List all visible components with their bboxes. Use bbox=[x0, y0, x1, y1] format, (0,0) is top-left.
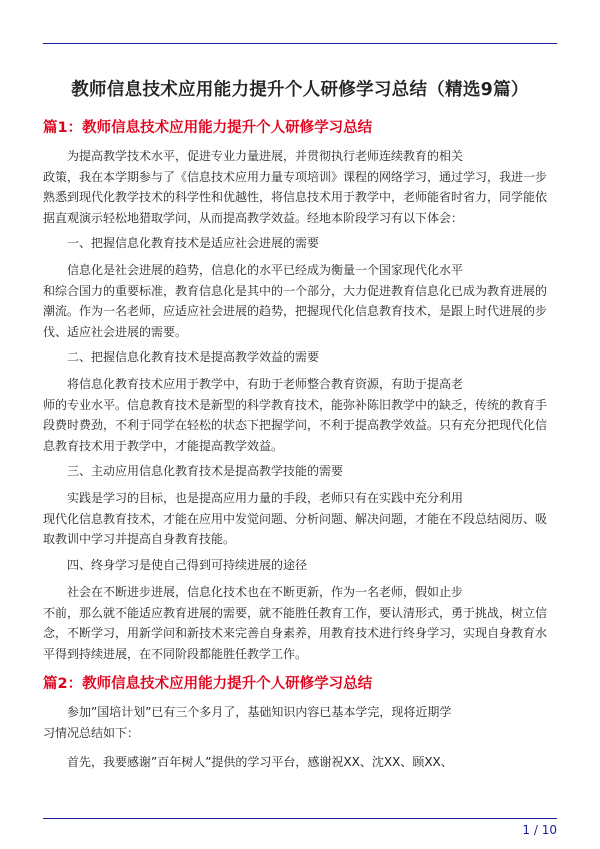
section-2-heading: 篇2：教师信息技术应用能力提升个人研修学习总结 bbox=[43, 676, 373, 692]
paragraph-line: 取教训中学习并提高自身教育技能。 bbox=[43, 532, 236, 546]
paragraph-line: 现代化信息教育技术，才能在应用中发觉问题、分析问题、解决问题，才能在不段总结阅历、吸 bbox=[43, 511, 548, 526]
section-1-intro bbox=[43, 146, 557, 228]
point-2-heading: 二、把握信息化教育技术是提高教学效益的需要 bbox=[67, 350, 320, 364]
paragraph-line: 社会在不断进步进展，信息化技术也在不断更新，作为一名老师，假如止步 bbox=[67, 585, 464, 599]
paragraph-line: 政策，我在本学期参与了《信息技术应用力量专项培训》课程的网络学习，通过学习，我进一步 bbox=[43, 169, 548, 184]
paragraph-line: 和综合国力的重要标准，教育信息化是其中的一个部分，大力促进教育信息化已成为教育进展的 bbox=[43, 283, 548, 298]
paragraph-line: 段费时费劲，不利于同学在轻松的状态下把握学问，不利于提高教学效益。只有充分把现代化信 bbox=[43, 418, 548, 432]
section-2-paragraph-2 bbox=[43, 752, 557, 773]
page-indicator: 1 / 10 bbox=[522, 823, 557, 837]
paragraph-line: 息教育技术用于教学中，才能提高教学效益。 bbox=[43, 438, 284, 453]
paragraph-line: 信息化是社会进展的趋势，信息化的水平已经成为衡量一个国家现代化水平 bbox=[67, 263, 464, 277]
paragraph-line: 首先，我要感谢”百年树人”提供的学习平台，感谢祝XX、沈XX、顾XX、 bbox=[67, 755, 453, 769]
paragraph-line: 参加”国培计划”已有三个多月了，基础知识内容已基本学完，现将近期学 bbox=[67, 705, 452, 719]
point-4-heading: 四、终身学习是使自己得到可持续进展的途径 bbox=[67, 558, 308, 572]
paragraph-line: 平得到持续进展，在不同阶段都能胜任教学工作。 bbox=[43, 646, 308, 661]
point-3-body bbox=[43, 488, 557, 550]
paragraph-line: 为提高教学技术水平，促进专业力量进展，并贯彻执行老师连续教育的相关 bbox=[67, 149, 464, 163]
footer-rule bbox=[43, 818, 557, 819]
paragraph-line: 熟悉到现代化教学技术的科学性和优越性，将信息技术用于教学中，老师能省时省力，同学能依 bbox=[43, 190, 548, 204]
paragraph-line: 据直观演示轻松地猎取学问，从而提高教学效益。经地本阶段学习有以下体会： bbox=[43, 210, 464, 225]
paragraph-line: 将信息化教育技术应用于教学中，有助于老师整合教育资源，有助于提高老 bbox=[67, 377, 464, 391]
document-title: 教师信息技术应用能力提升个人研修学习总结（精选9篇） bbox=[71, 80, 529, 100]
point-4-body bbox=[43, 582, 557, 664]
paragraph-line: 习情况总结如下： bbox=[43, 725, 140, 740]
point-1-body bbox=[43, 260, 557, 342]
section-2-paragraph-1 bbox=[43, 702, 557, 743]
paragraph-line: 师的专业水平。信息教育技术是新型的科学教育技术，能弥补陈旧教学中的缺乏，传统的教育手 bbox=[43, 397, 548, 412]
paragraph-line: 伐、适应社会进展的需要。 bbox=[43, 324, 188, 339]
paragraph-line: 不前，那么就不能适应教育进展的需要，就不能胜任教育工作，要认清形式，勇于挑战，树立信 bbox=[43, 605, 548, 620]
point-1-heading: 一、把握信息化教育技术是适应社会进展的需要 bbox=[67, 236, 320, 250]
paragraph-line: 潮流。作为一名老师，应适应社会进展的趋势，把握现代化信息教育技术，是跟上时代进展的步 bbox=[43, 304, 548, 318]
point-2-body bbox=[43, 374, 557, 456]
paragraph-line: 念，不断学习，用新学问和新技术来完善自身素养，用教育技术进行终身学习，实现自身教育水 bbox=[43, 626, 548, 640]
section-1-heading: 篇1：教师信息技术应用能力提升个人研修学习总结 bbox=[43, 120, 373, 136]
paragraph-line: 实践是学习的目标，也是提高应用力量的手段，老师只有在实践中充分利用 bbox=[67, 491, 464, 505]
header-rule bbox=[43, 43, 557, 44]
point-3-heading: 三、主动应用信息化教育技术是提高教学技能的需要 bbox=[67, 464, 344, 478]
